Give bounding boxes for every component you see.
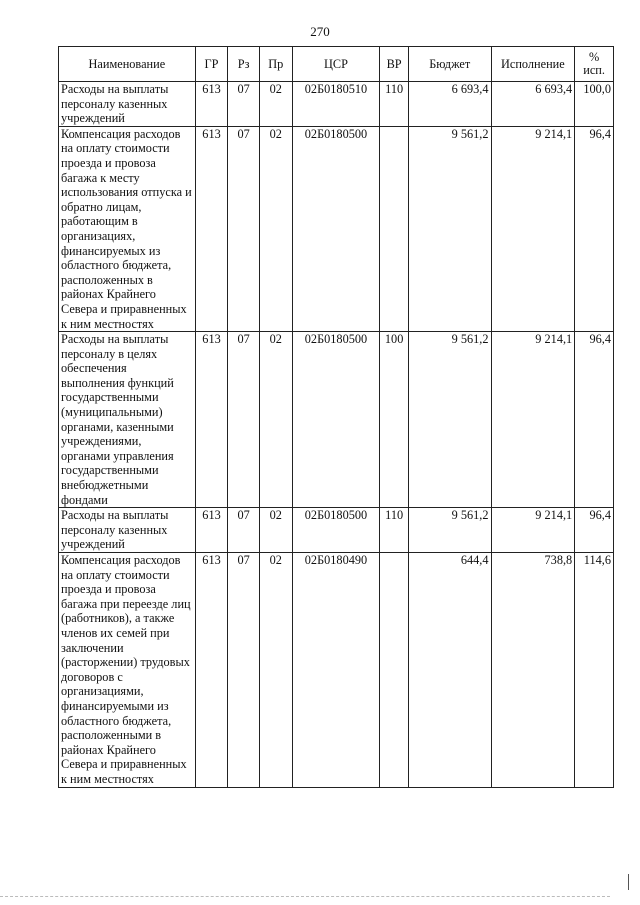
row-vr	[380, 553, 409, 788]
row-csr: 02Б0180500	[292, 508, 380, 553]
row-percent: 96,4	[575, 508, 614, 553]
row-name: Компенсация расходов на оплату стоимости проезда и провоза багажа при переезде лиц (работников), а также членов их семей при заключении (расторжении) трудовых договоров с организациями, финансируемыми из областного бюджета, расположенными в районах Крайнего Севера и приравненных к ним местностях	[59, 553, 196, 788]
row-csr: 02Б0180500	[292, 332, 380, 508]
row-gr: 613	[195, 126, 228, 331]
page-number: 270	[310, 24, 330, 39]
table-row	[59, 508, 614, 553]
row-budget: 6 693,4	[408, 82, 491, 127]
table-row	[59, 82, 614, 127]
row-execution: 9 214,1	[491, 126, 575, 331]
row-rz: 07	[228, 508, 260, 553]
row-pr: 02	[259, 508, 292, 553]
scan-margin-mark	[628, 874, 629, 890]
header-name: Наименование	[59, 47, 196, 82]
row-name: Компенсация расходов на оплату стоимости проезда и провоза багажа к месту использования отпуска и обратно лицам, работающим в организациях, финансируемых из областного бюджета, расположенных в районах Крайнего Севера и приравненных к ним местностях	[59, 126, 196, 331]
row-gr: 613	[195, 82, 228, 127]
row-gr: 613	[195, 332, 228, 508]
row-rz: 07	[228, 332, 260, 508]
header-rz: Рз	[228, 47, 260, 82]
row-percent: 100,0	[575, 82, 614, 127]
table-row	[59, 126, 614, 331]
table-header-row	[59, 47, 614, 82]
row-name: Расходы на выплаты персоналу казенных учреждений	[59, 82, 196, 127]
row-budget: 9 561,2	[408, 508, 491, 553]
row-execution: 6 693,4	[491, 82, 575, 127]
row-rz: 07	[228, 126, 260, 331]
row-percent: 96,4	[575, 332, 614, 508]
table-row	[59, 553, 614, 788]
row-execution: 9 214,1	[491, 332, 575, 508]
row-name: Расходы на выплаты персоналу казенных учреждений	[59, 508, 196, 553]
row-budget: 644,4	[408, 553, 491, 788]
row-pr: 02	[259, 332, 292, 508]
header-vr: ВР	[380, 47, 409, 82]
row-pr: 02	[259, 82, 292, 127]
row-vr	[380, 126, 409, 331]
row-vr: 110	[380, 508, 409, 553]
row-execution: 738,8	[491, 553, 575, 788]
header-budget: Бюджет	[408, 47, 491, 82]
row-percent: 96,4	[575, 126, 614, 331]
header-pr: Пр	[259, 47, 292, 82]
row-execution: 9 214,1	[491, 508, 575, 553]
row-percent: 114,6	[575, 553, 614, 788]
row-rz: 07	[228, 82, 260, 127]
budget-execution-table	[58, 46, 614, 788]
row-csr: 02Б0180510	[292, 82, 380, 127]
row-rz: 07	[228, 553, 260, 788]
header-percent	[575, 47, 614, 82]
row-name: Расходы на выплаты персоналу в целях обеспечения выполнения функций государственными (муниципальными) органами, казенными учреждениями, органами управления государственными внебюджетными фондами	[59, 332, 196, 508]
row-pr: 02	[259, 553, 292, 788]
row-csr: 02Б0180500	[292, 126, 380, 331]
page-bottom-divider	[0, 896, 610, 897]
row-pr: 02	[259, 126, 292, 331]
row-gr: 613	[195, 553, 228, 788]
row-vr: 110	[380, 82, 409, 127]
row-vr: 100	[380, 332, 409, 508]
header-csr: ЦСР	[292, 47, 380, 82]
row-budget: 9 561,2	[408, 332, 491, 508]
header-percent-symbol: %	[588, 50, 600, 64]
header-gr: ГР	[195, 47, 228, 82]
row-csr: 02Б0180490	[292, 553, 380, 788]
row-budget: 9 561,2	[408, 126, 491, 331]
row-gr: 613	[195, 508, 228, 553]
header-execution: Исполнение	[491, 47, 575, 82]
header-percent-label: исп.	[583, 63, 605, 77]
table-row	[59, 332, 614, 508]
